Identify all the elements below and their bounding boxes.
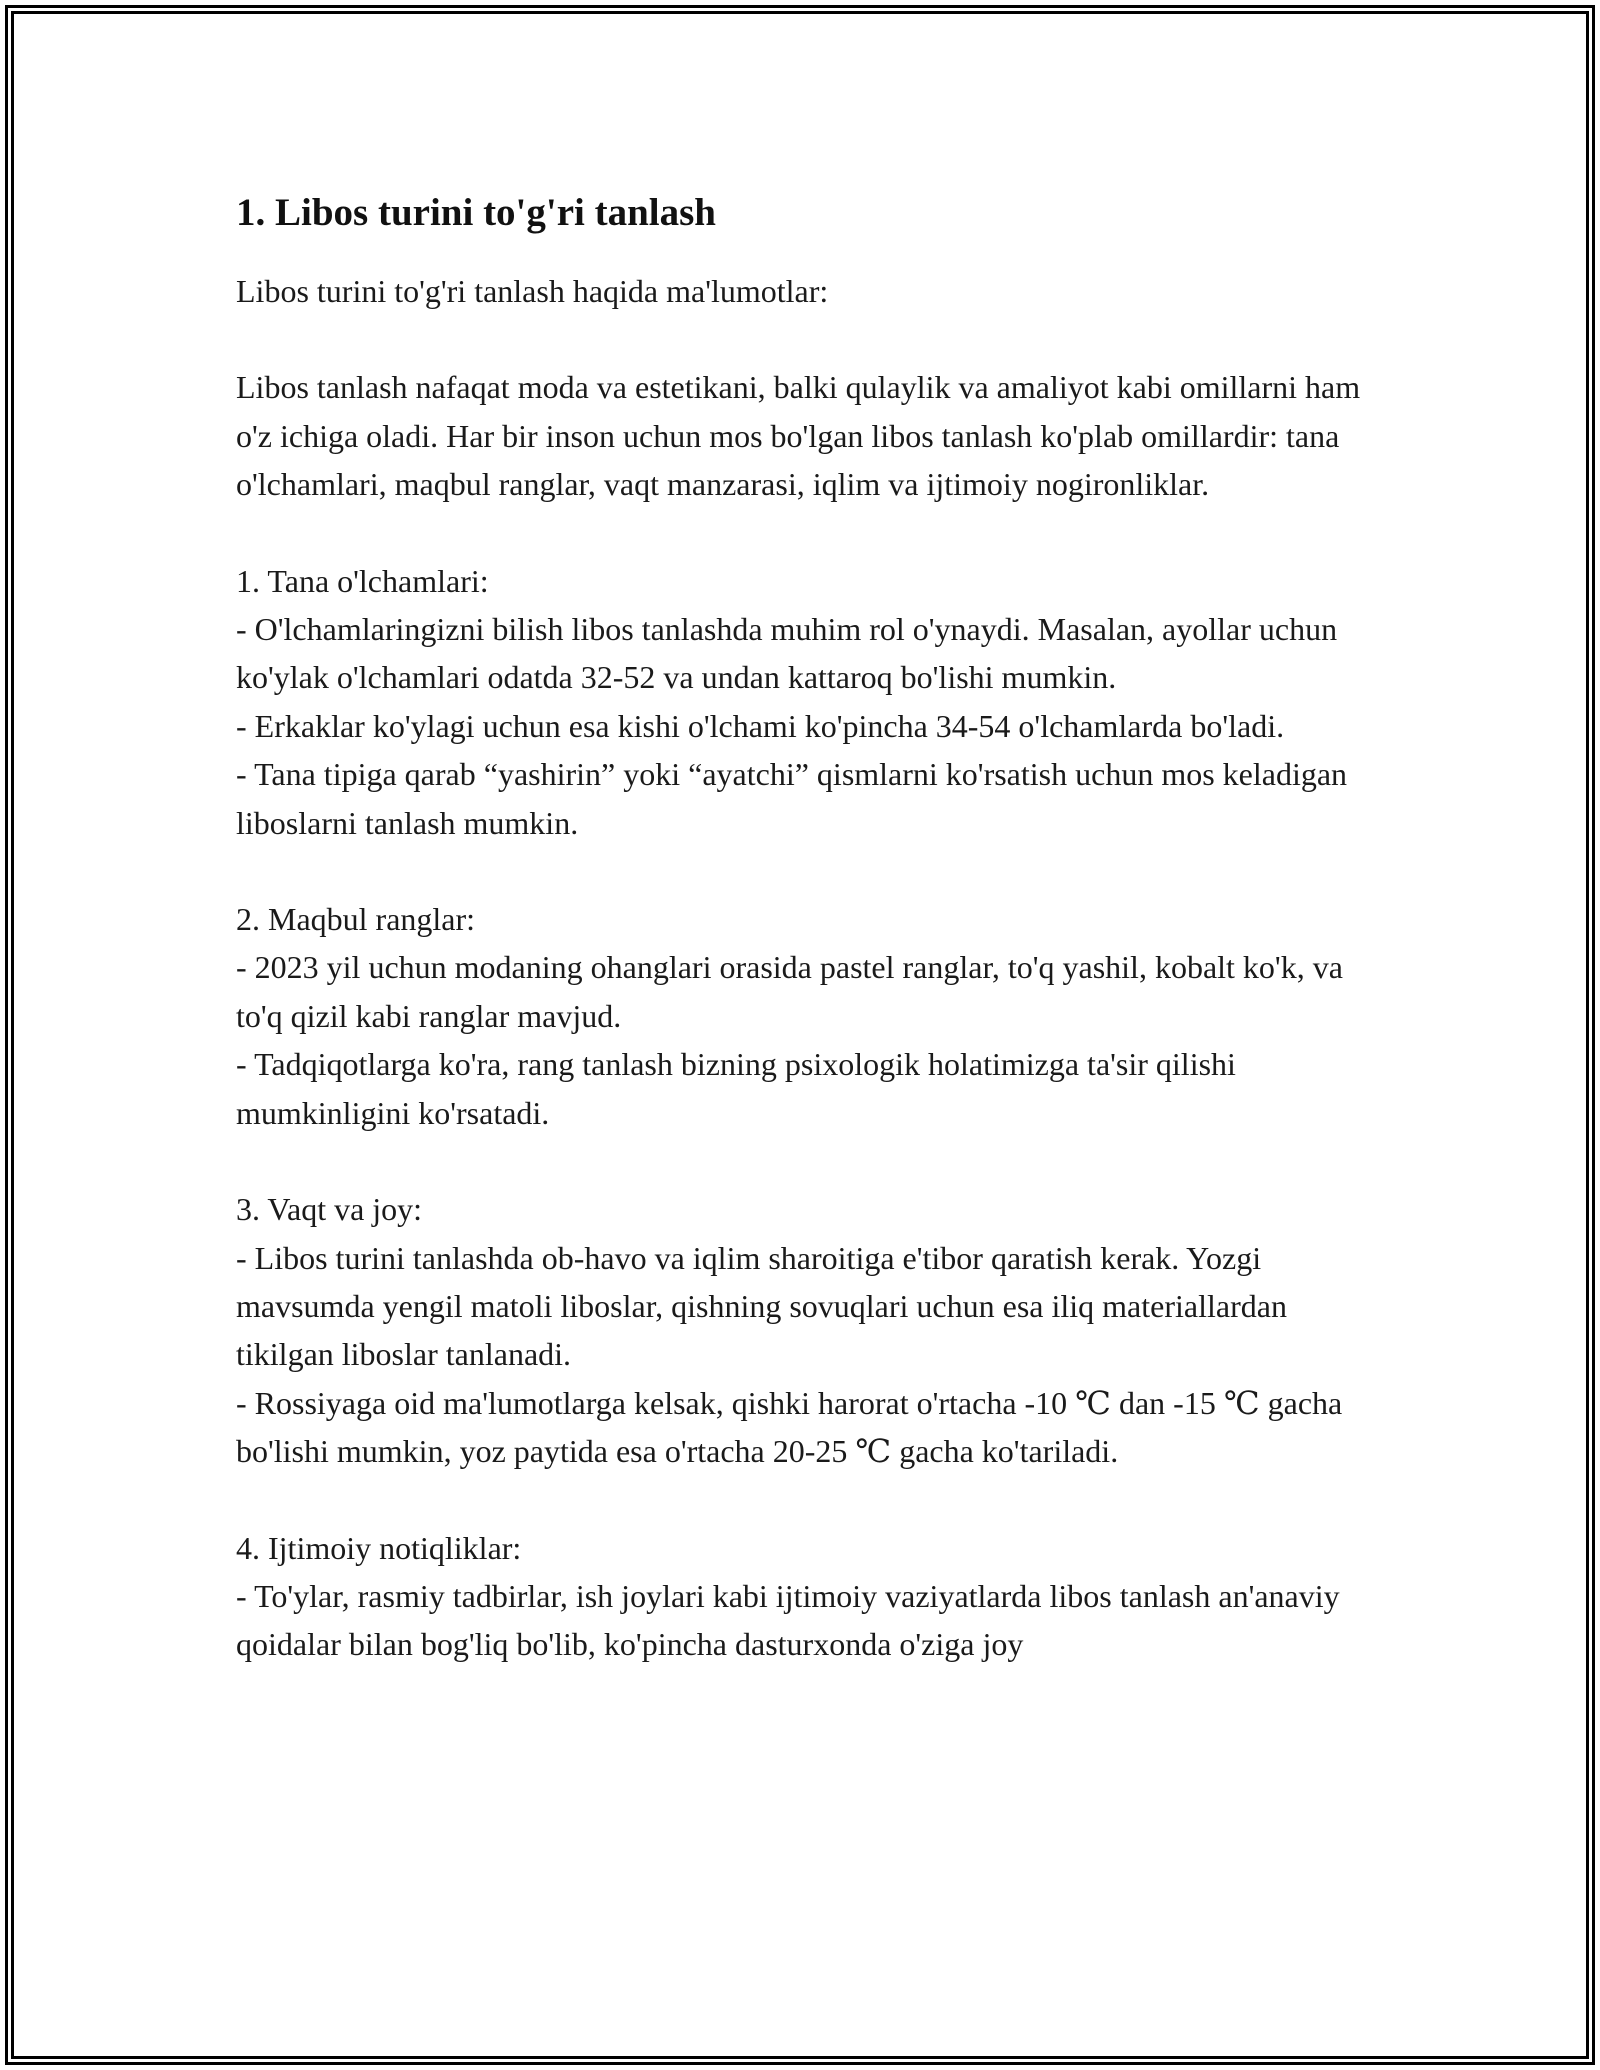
list-item: - Tadqiqotlarga ko'ra, rang tanlash bizning psixologik holatimizga ta'sir qilishi mumkinligini ko'rsatadi. <box>236 1046 1236 1131</box>
section-heading: 1. Tana o'lchamlari: <box>236 562 489 599</box>
section-body-measurements <box>236 557 1386 847</box>
intro-paragraph: Libos tanlash nafaqat moda va estetikani, balki qulaylik va amaliyot kabi omillarni ham o'z ichiga oladi. Har bir inson uchun mos bo'lgan libos tanlash ko'plab omillardir: tana o'lchamlari, maqbul ranglar, vaqt manzarasi, iqlim va ijtimoiy nogironliklar. <box>236 369 1361 503</box>
list-item: - To'ylar, rasmiy tadbirlar, ish joylari kabi ijtimoiy vaziyatlarda libos tanlash an'anaviy qoidalar bilan bog'liq bo'lib, ko'pincha dasturxonda o'ziga joy <box>236 1577 1340 1663</box>
intro-line: Libos turini to'g'ri tanlash haqida ma'lumotlar: <box>236 273 829 309</box>
document-page <box>236 185 1386 1717</box>
section-heading: 2. Maqbul ranglar: <box>236 901 476 938</box>
list-item: - Libos turini tanlashda ob-havo va iqlim sharoitiga e'tibor qaratish kerak. Yozgi mavsumda yengil matoli liboslar, qishning sovuqlari uchun esa iliq materiallardan tikilgan liboslar tanlanadi. <box>236 1239 1287 1373</box>
list-item: - Rossiyaga oid ma'lumotlarga kelsak, qishki harorat o'rtacha -10 ℃ dan -15 ℃ gacha bo'lishi mumkin, yoz paytida esa o'rtacha 20-25 ℃ gacha ko'tariladi. <box>236 1384 1343 1470</box>
section-heading: 4. Ijtimoiy notiqliklar: <box>236 1529 522 1566</box>
list-item: - 2023 yil uchun modaning ohanglari orasida pastel ranglar, to'q yashil, kobalt ko'k, va to'q qizil kabi ranglar mavjud. <box>236 949 1343 1034</box>
list-item: - Erkaklar ko'ylagi uchun esa kishi o'lchami ko'pincha 34-54 o'lchamlarda bo'ladi. <box>236 707 1285 744</box>
list-item: - O'lchamlaringizni bilish libos tanlashda muhim rol o'ynaydi. Masalan, ayollar uchun ko'ylak o'lchamlari odatda 32-52 va undan kattaroq bo'lishi mumkin. <box>236 611 1338 696</box>
section-heading: 3. Vaqt va joy: <box>236 1191 423 1228</box>
document-title: 1. Libos turini to'g'ri tanlash <box>236 191 716 234</box>
section-colors <box>236 895 1386 1137</box>
section-social <box>236 1524 1386 1669</box>
section-time-and-place <box>236 1185 1386 1475</box>
list-item: - Tana tipiga qarab “yashirin” yoki “ayatchi” qismlarni ko'rsatish uchun mos keladigan liboslarni tanlash mumkin. <box>236 756 1348 841</box>
